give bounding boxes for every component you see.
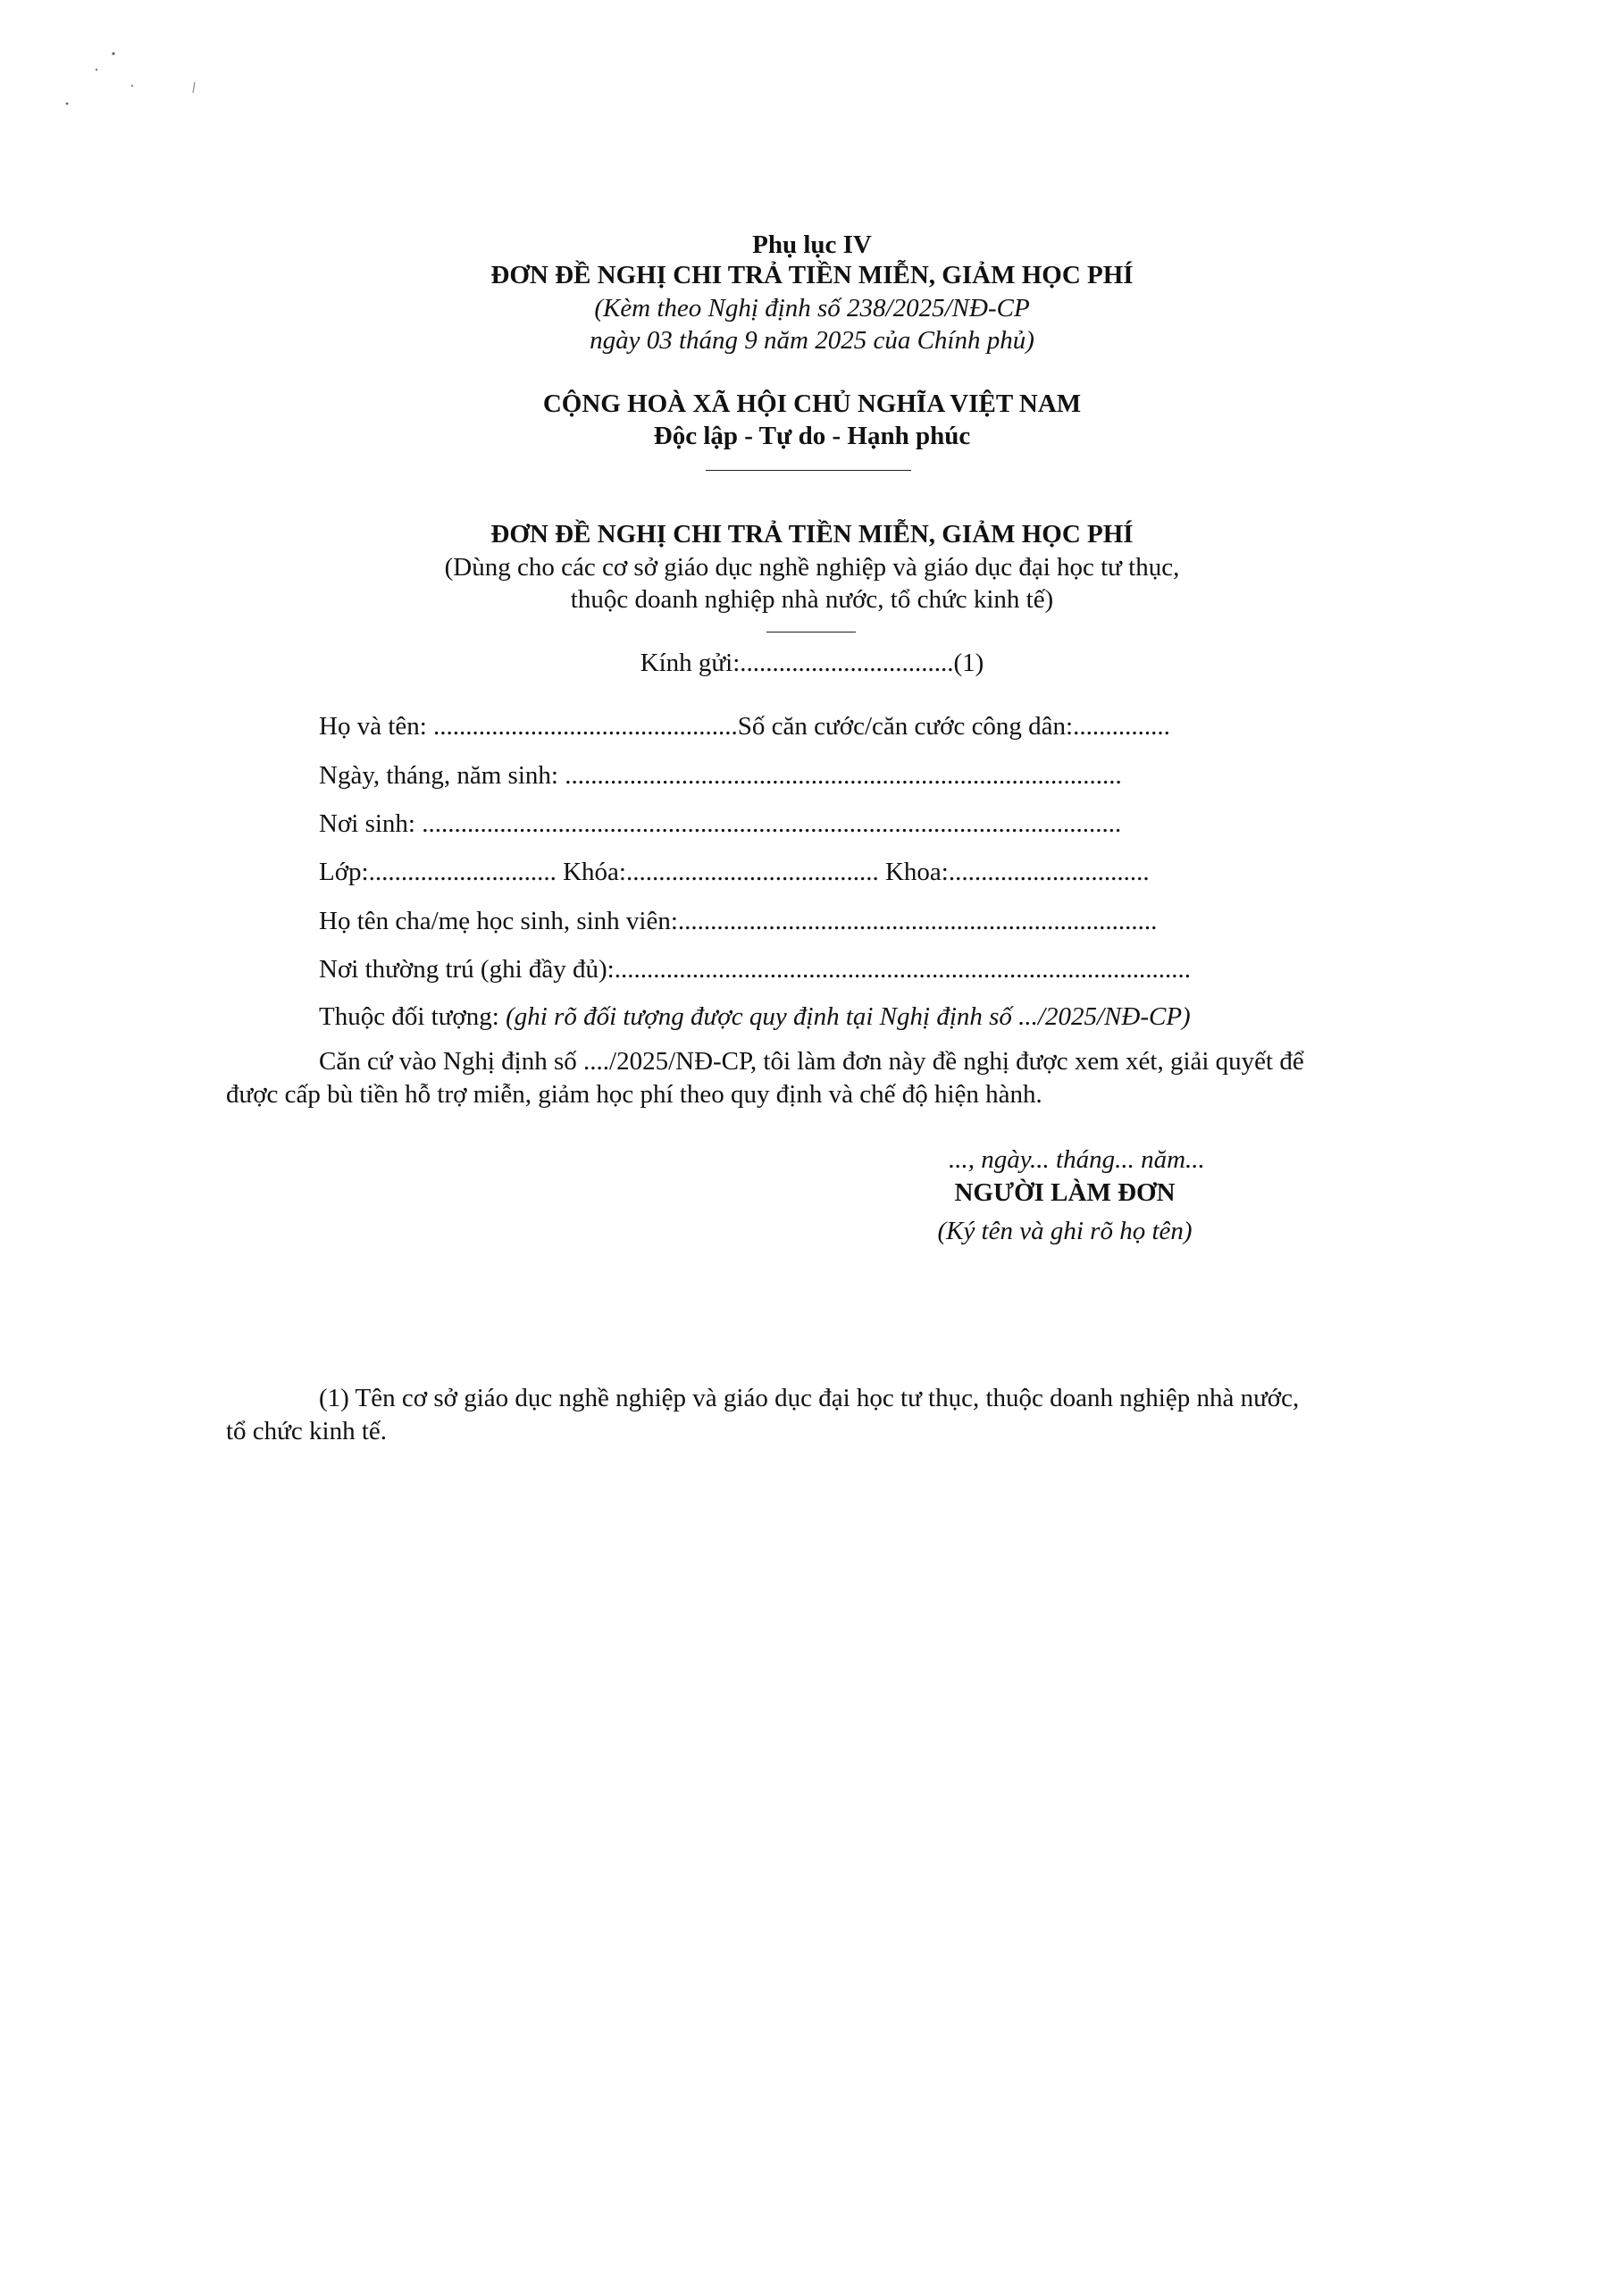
birthdate-field: Ngày, tháng, năm sinh: ...................................................................................... bbox=[319, 761, 1122, 790]
subject-label: Thuộc đối tượng: bbox=[319, 1002, 506, 1031]
motto-underline bbox=[706, 470, 911, 471]
request-line2: được cấp bù tiền hỗ trợ miễn, giảm học phí theo quy định và chế độ hiện hành. bbox=[226, 1080, 1042, 1109]
residence-field: Nơi thường trú (ghi đầy đủ):......................................................................................... bbox=[319, 955, 1191, 984]
parent-name-field: Họ tên cha/mẹ học sinh, sinh viên:.......................................................................... bbox=[319, 907, 1158, 935]
signature-role: NGƯỜI LÀM ĐƠN bbox=[954, 1178, 1176, 1207]
decree-date: ngày 03 tháng 9 năm 2025 của Chính phủ) bbox=[590, 326, 1034, 355]
footnote-line2: tổ chức kinh tế. bbox=[226, 1417, 388, 1445]
signature-note: (Ký tên và ghi rõ họ tên) bbox=[937, 1217, 1193, 1245]
form-title-header: ĐƠN ĐỀ NGHỊ CHI TRẢ TIỀN MIỄN, GIẢM HỌC PHÍ bbox=[490, 261, 1134, 289]
recipient-line: Kính gửi:.................................(1) bbox=[640, 649, 984, 677]
subject-note: (ghi rõ đối tượng được quy định tại Nghị định số .../2025/NĐ-CP) bbox=[506, 1002, 1191, 1031]
name-id-field: Họ và tên: ...............................................Số căn cước/căn cước công dân:............... bbox=[319, 712, 1170, 741]
class-course-faculty-field: Lớp:............................. Khóa:....................................... Khoa:............................... bbox=[319, 858, 1150, 886]
request-line1: Căn cứ vào Nghị định số ..../2025/NĐ-CP, tôi làm đơn này đề nghị được xem xét, giải quyết để bbox=[319, 1047, 1304, 1076]
footnote-line1: (1) Tên cơ sở giáo dục nghề nghiệp và giáo dục đại học tư thục, thuộc doanh nghiệp nhà nước, bbox=[319, 1384, 1300, 1412]
scan-specks bbox=[0, 0, 232, 125]
national-motto: Độc lập - Tự do - Hạnh phúc bbox=[653, 422, 971, 450]
form-title: ĐƠN ĐỀ NGHỊ CHI TRẢ TIỀN MIỄN, GIẢM HỌC PHÍ bbox=[490, 520, 1134, 549]
subject-field bbox=[319, 1001, 1191, 1033]
signature-date: ..., ngày... tháng... năm... bbox=[949, 1145, 1205, 1174]
birthplace-field: Nơi sinh: ............................................................................................................ bbox=[319, 809, 1122, 838]
decree-reference: (Kèm theo Nghị định số 238/2025/NĐ-CP bbox=[594, 294, 1030, 323]
form-scope-line2: thuộc doanh nghiệp nhà nước, tổ chức kinh tế) bbox=[570, 585, 1054, 614]
form-scope-line1: (Dùng cho các cơ sở giáo dục nghề nghiệp và giáo dục đại học tư thục, bbox=[444, 553, 1180, 582]
country-name: CỘNG HOÀ XÃ HỘI CHỦ NGHĨA VIỆT NAM bbox=[542, 390, 1082, 418]
appendix-label: Phụ lục IV bbox=[752, 230, 872, 259]
